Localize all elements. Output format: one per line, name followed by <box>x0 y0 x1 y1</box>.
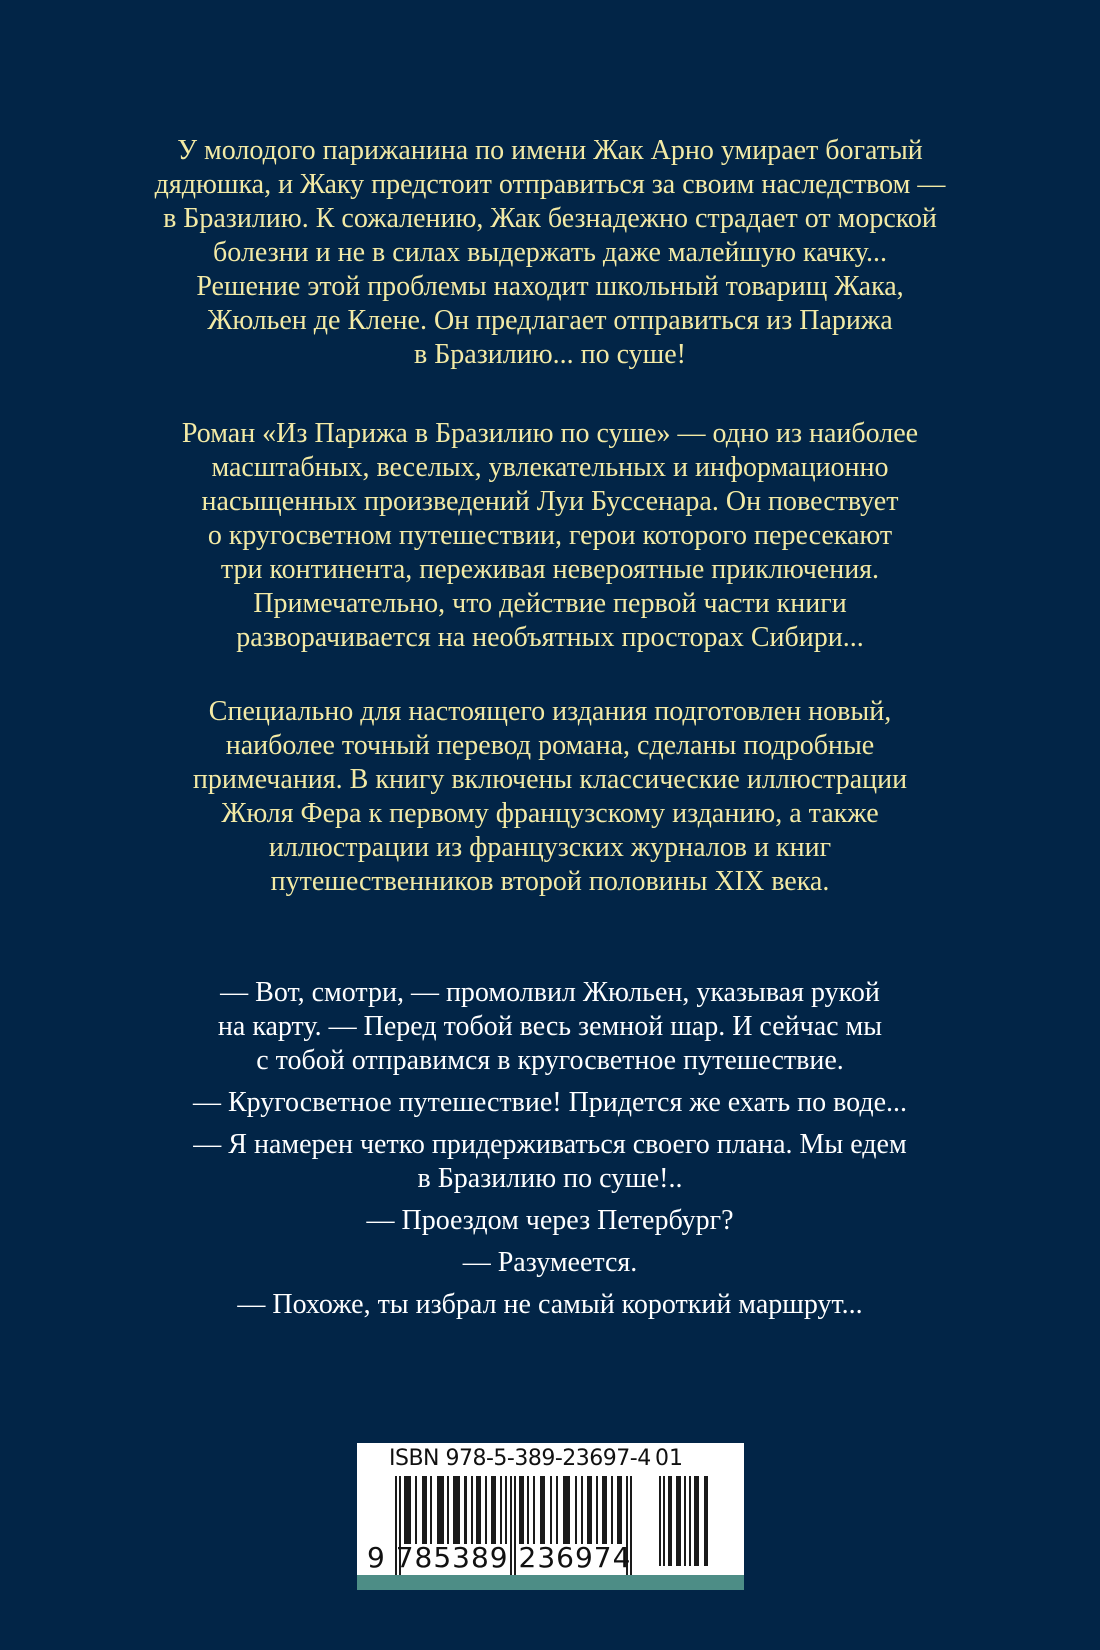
text-line: дядюшка, и Жаку предстоит отправиться за своим наследством — <box>154 169 946 200</box>
text-line: Решение этой проблемы находит школьный товарищ Жака, <box>196 271 904 302</box>
text-line: путешественников второй половины XIX века. <box>270 866 830 897</box>
excerpt-replica <box>0 1288 1100 1322</box>
addon-label: 01 <box>655 1446 683 1471</box>
annotation-paragraph-2 <box>0 417 1100 655</box>
text-line: Примечательно, что действие первой части книги <box>253 588 847 619</box>
annotation-paragraph-1 <box>0 134 1100 372</box>
book-excerpt <box>0 976 1100 1330</box>
text-line: в Бразилию по суше!.. <box>417 1163 683 1194</box>
text-line: о кругосветном путешествии, герои которого пересекают <box>207 520 893 551</box>
teal-strip <box>357 1575 744 1590</box>
text-line: в Бразилию. К сожалению, Жак безнадежно страдает от морской <box>163 203 937 234</box>
text-line: разворачивается на необъятных просторах Сибири... <box>236 622 864 653</box>
isbn-barcode <box>357 1443 744 1590</box>
annotation-paragraph-3 <box>0 695 1100 899</box>
text-line: в Бразилию... по суше! <box>413 339 686 370</box>
text-line: с тобой отправимся в кругосветное путешествие. <box>256 1045 844 1076</box>
text-line: три континента, переживая невероятные приключения. <box>220 554 880 585</box>
text-line: — Вот, смотри, — промолвил Жюльен, указывая рукой <box>220 977 880 1008</box>
text-line: — Я намерен четко придерживаться своего плана. Мы едем <box>193 1129 907 1160</box>
barcode-digits: 9 785389 236974 <box>367 1541 632 1574</box>
excerpt-replica <box>0 976 1100 1078</box>
isbn-label: ISBN 978-5-389-23697-4 <box>389 1446 651 1471</box>
excerpt-replica <box>0 1086 1100 1120</box>
text-line: — Похоже, ты избрал не самый короткий маршрут... <box>237 1289 863 1320</box>
text-line: болезни и не в силах выдержать даже малейшую качку... <box>213 237 887 268</box>
excerpt-replica <box>0 1204 1100 1238</box>
excerpt-replica <box>0 1246 1100 1280</box>
text-line: У молодого парижанина по имени Жак Арно умирает богатый <box>177 135 923 166</box>
text-line: — Проездом через Петербург? <box>366 1205 734 1236</box>
text-line: примечания. В книгу включены классические иллюстрации <box>192 764 908 795</box>
excerpt-replica <box>0 1128 1100 1196</box>
text-line: на карту. — Перед тобой весь земной шар. И сейчас мы <box>217 1011 883 1042</box>
text-line: иллюстрации из французских журналов и книг <box>268 832 832 863</box>
text-line: Специально для настоящего издания подготовлен новый, <box>208 696 892 727</box>
text-line: — Кругосветное путешествие! Придется же ехать по воде... <box>192 1087 908 1118</box>
text-line: насыщенных произведений Луи Буссенара. Он повествует <box>201 486 899 517</box>
text-line: Жюльен де Клене. Он предлагает отправиться из Парижа <box>207 305 893 336</box>
text-line: — Разумеется. <box>462 1247 638 1278</box>
text-line: наиболее точный перевод романа, сделаны подробные <box>225 730 875 761</box>
text-line: Жюля Фера к первому французскому изданию, а также <box>221 798 879 829</box>
text-line: Роман «Из Парижа в Бразилию по суше» — одно из наиболее <box>181 418 919 449</box>
addon-bars-icon <box>659 1476 709 1566</box>
text-line: масштабных, веселых, увлекательных и информационно <box>211 452 889 483</box>
